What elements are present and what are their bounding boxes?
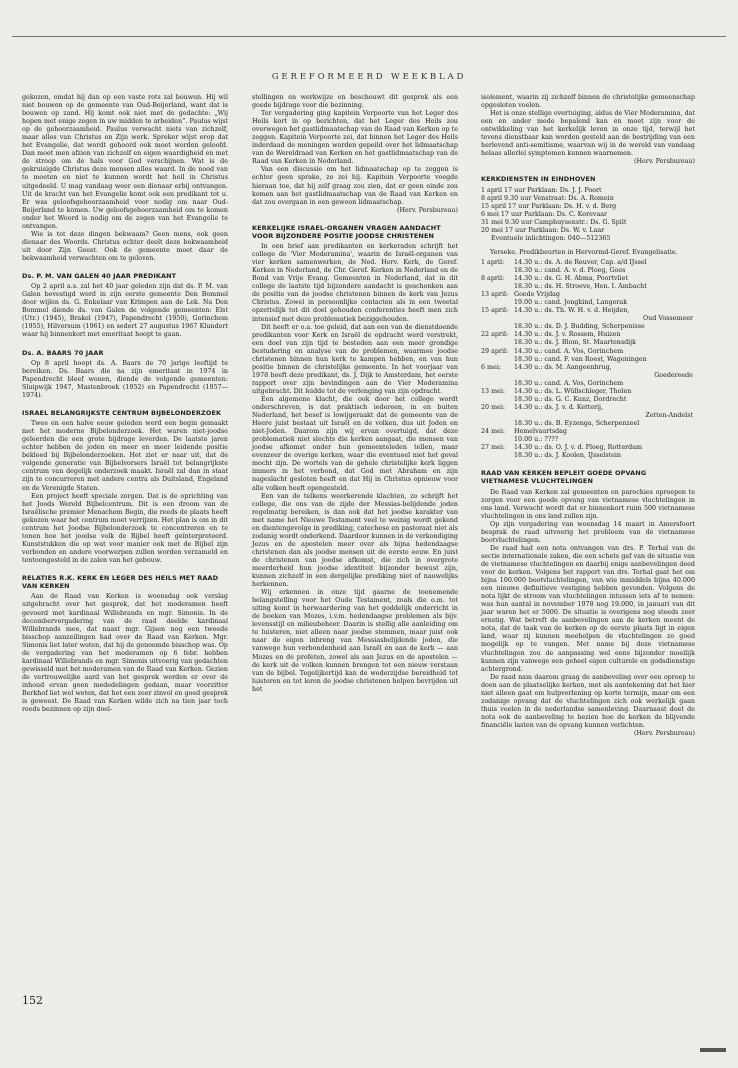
schedule-line: 20 mei 17 uur Parklaan: Ds. W. v. Laar [481, 226, 605, 234]
schedule-date [481, 267, 514, 275]
schedule-entry: 14.30 u.: ds. J. v. Rossem, Huizen [514, 331, 621, 339]
schedule-date: 13 april: [481, 291, 509, 299]
schedule-entry: 14.30 u.: ds. M. Aangeenbrug, [514, 363, 612, 371]
paragraph: isolement, waarin zij zichzelf binnen de christelijke gemeenschap opgesloten voelen. [481, 94, 695, 110]
article-heading: Ds. P. M. VAN GALEN 40 JAAR PREDIKANT [22, 271, 177, 280]
paragraph: De raad nam daarom graag de aanbeveling over een oproep te doen aan de plaatselijke kerken, met als aantekening dat het hier niet alleen gaat om hulpverlening op korte termijn, maar om een zodanige opvang dat de vluchtelingen zich ook werkelijk gaan thuis voelen in de nederlandse samenleving. Daarnaast doet de nota ook de aanbeveling te bezien hoe de kerken de blijvende financiële lasten van de opvang kunnen verlichten. [481, 673, 695, 729]
schedule-entry: 18.30 u.: cand. A. v. d. Ploeg, Goes [514, 267, 626, 275]
schedule-row [481, 452, 695, 460]
schedule-date [481, 452, 514, 460]
page-number: 152 [22, 994, 43, 1007]
article-heading: KERKDIENSTEN IN EINDHOVEN [481, 175, 596, 184]
schedule-row [481, 428, 695, 436]
paragraph: Een van de telkens weerkerende klachten, zo schrijft het college, die ons van de zijde der Messias-belijdende joden regelmatig bereiken, is dan ook dat het joodse karakter van met name het Nieuwe Testament veel te weinig wordt gekend en dientengevolge in prediking, catechese en pastoraat niet als zodanig wordt onderkend. Daardoor kunnen in de verkondiging Jezus en de apostelen meer over als bijna hedendaagse christenen dan als joodse mensen uit de eerste eeuw. En juist de christenen van joodse afkomst, die zich in overgrote meerderheid hun joodse identiteit bijzonder bewust zijn, kunnen zichzelf in een dergelijke prediking niet of nauwelijks herkennen. [252, 492, 458, 589]
schedule-entry: Oud Vossemeer [642, 315, 693, 323]
article-heading: ISRAEL BELANGRIJKSTE CENTRUM BIJBELONDERZOEK [22, 408, 222, 417]
schedule-entry: 14.30 u.: ds. L. Wüllschleger, Tholen [514, 387, 632, 395]
article-heading: RAAD VAN KERKEN BEPLEIT GOEDE OPVANG VIETNAMESE VLUCHTELINGEN [481, 469, 647, 486]
schedule-date [481, 436, 514, 444]
schedule-entry: 14.30 u.: cand. A. Vos, Gorinchem [514, 347, 624, 355]
paragraph: Op zijn vergadering van woensdag 14 maart in Amersfoort besprak de raad uitvoerig het probleem van de vietnamese bootvluchtelingen. [481, 520, 695, 544]
schedule-entry: 18.30 u.: cand. A. Vos, Gorinchem [514, 379, 624, 387]
schedule-entry: 14.30 u.: ds. A. de Reuver, Cap. a/d IJssel [514, 259, 647, 266]
schedule-entry: 18.30 u.: ds. D. J. Budding, Scherpenisse [514, 323, 645, 331]
schedule-date [481, 396, 514, 404]
schedule-row [481, 396, 695, 404]
schedule-row [481, 380, 695, 388]
schedule-date [481, 283, 514, 291]
schedule-date: 8 april: [481, 275, 505, 283]
column-3 [481, 94, 695, 738]
schedule-date [481, 339, 514, 347]
schedule-row [481, 283, 695, 291]
schedule-row [481, 356, 695, 364]
article-heading: KERKELIJKE ISRAEL-ORGANEN VRAGEN AANDACHT VOOR BIJZONDERE POSITIE JOODSE CHRISTENEN [252, 223, 441, 240]
schedule-line: 6 mei 17 uur Parklaan: Ds. C. Korevaar [481, 210, 608, 218]
schedule-date: 22 april: [481, 331, 509, 339]
paragraph: Dit heeft er o.a. toe geleid, dat aan een van de dienstdoende predikanten voor Kerk en Israël de opdracht werd verstrekt, een doel van zijn tijd te besteden aan een meer grondige bestudering en analyse van de problemen, waarmee joodse christenen binnen hun kerk te kampen hebben, en van hun positie binnen de christelijke gemeente. In het voorjaar van 1978 heeft deze predikant, ds. J. Dijk te Amsterdam, het eerste rapport over zijn bevindingen aan de Vier Moderamina uitgebracht. Dit leidde tot de verlenging van zijn opdracht. [252, 323, 458, 395]
press-source: (Herv. Persbureau) [634, 729, 695, 737]
paragraph: De raad had een nota ontvangen van drs. P. Terhal van de sectie internationale zaken, die een schets gaf van de situatie van de vietnamese vluchtelingen en daarbij enige aanbevelingen deed voor de kerken. Volgens het rapport van drs. Terhal gaat het om bijna 100.000 bootvluchtelingen, van wie inmiddels bijna 40.000 een nieuwe definitieve vestiging hebben gevonden. Volgens de nota lijkt de stroom van vluchtelingen intussen iets af te nemen: was hun aantal in november 1978 nog 19.000, in januari van dit jaar waren het er 5000. De situatie is overigens nog steeds zeer ernstig. Wat betreft de aanbevelingen aan de kerken meent de nota, dat de taak van de kerken op de eerste plaats ligt in eigen land, waar zij kunnen meehelpen de vluchtelingen zo goed mogelijk op te vangen. Met name bij deze vietnamese vluchtelingen zou de aanpassing wel eens bijzonder moeilijk kunnen zijn vanwege een geheel eigen culturele en godsdienstige achtergrond. [481, 544, 695, 673]
column-1 [22, 94, 228, 714]
schedule-line: 31 mei 9.30 uur Camphuysenstr.: Ds. G. Spilt [481, 218, 627, 226]
paragraph: In een brief aan predikanten en kerkeraden schrijft het college de 'Vier Moderamina', waarin de Israël-organen van vier kerken samenwerken, de Ned. Herv. Kerk, de Geref. Kerken in Nederland, de Chr. Geref. Kerken in Nederland en de Bond van Vrije Evang. Gemeenten in Nederland, dat in dit college de laatste tijd bijzondere aandacht is geschonken aan de positie van de joodse christenen binnen de kerk van Jezus Christus. Zowel in persoonlijke contacten als in een tweetal opzettelijk tot dit doel gehouden conferenties heeft men zich intensief met deze problematiek beziggehouden. [252, 243, 458, 323]
paragraph: Het is onze stellige overtuiging, aldus de Vier Moderamina, dat een en ander mede bepalend kan en moet zijn voor de ontwikkeling van het kerkelijk leven in onze tijd, terwijl het tevens dienstbaar kan worden gesteld aan de bestrijding van een herlevend anti-semitisme, waarvan wij in de wereld van vandaag helaas allerlei symptomen kunnen waarnemen. [481, 110, 695, 158]
schedule-row [481, 339, 695, 347]
schedule-row [481, 420, 695, 428]
schedule-date [481, 356, 514, 364]
schedule-row [481, 412, 695, 420]
schedule-entry: 14.30 u.: ds. O. J. v. d. Ploeg, Rotterdam [514, 444, 642, 452]
schedule-date: 15 april: [481, 307, 509, 315]
schedule-date [481, 420, 514, 428]
running-header: GEREFORMEERD WEEKBLAD [271, 72, 467, 82]
paragraph: Van een discussie om het lidmaatschap op te zeggen is echter geen sprake, zo zei hij. Kapitein Verpoorte voegde hieraan toe, dat hij zelf graag zou zien, dat er geen einde zou komen aan het gastlidmaatschap van de Raad van Kerken en dat zou overgaan in een gewoon lidmaatschap. [252, 166, 458, 206]
press-source: (Herv. Persbureau) [397, 206, 458, 214]
schedule-date [481, 412, 514, 420]
schedule-row [481, 364, 695, 372]
eindhoven-schedule [481, 187, 695, 243]
paragraph: Een algemene klacht, die ook door het college wordt onderschreven, is dat praktisch iedereen, in en buiten Nederland, het besef is lowijgeraakt dat de gemeente van de Heere juist bestaat uit Israël en de volken, dus uit Joden en niet-Joden. Daarom zijn wij ervan overtuigd, dat deze problematiek niet slechts die kerken aangaat, die mensen van joodse afkomst onder hun gemeenteleden tellen, maar evenzeer de overige kerken, waar die eventueel niet het geval mocht zijn. De wortels van de gehele christelijke kerk liggen immers in het verbond, dat God met Abraham en zijn nageslacht gesloten heeft en dat Hij in Christus opnieuw voor alle volken heeft opengesteld. [252, 396, 458, 492]
schedule-entry: 14.30 u.: ds. G. H. Abma, Poortvliet [514, 275, 628, 283]
schedule-entry: 19.00 u.: cand. Jongkind, Langerak [514, 299, 628, 307]
schedule-row [481, 348, 695, 356]
paragraph: Aan de Raad van Kerken is woensdag ook verslag uitgebracht over het gesprek, dat het moderamen heeft gevoerd met kardinaal Willebrands en mgr. Simonis. In de decembervergadering van de raad deelde kardinaal Willebrands mee, dat naast mgr. Gijsen nog een tweede bisschop aanzeilingen had over de Raad van Kerken. Mgr. Simonis liet later weten, dat hij de genoemde bisschop was. Op de vergadering van het moderamen op 6 febr. hebben kardinaal Willebrands en mgr. Simonis uitvoerig van gedachten gewisseld met het moderamen van de Raad van Kerken. Gezien de vertrouwelijke aard van het gesprek werden er over de inhoud ervan geen mededelingen gedaan, maar voorzitter Berkhof liet wel weten, dat het een zeer zinvol en goed gesprek is geweest. De Raad van Kerken wilde zich na tien jaar toch reeds bezinnen op zijn doel- [22, 593, 228, 714]
schedule-entry: 10.00 u.: ???? [514, 436, 559, 444]
schedule-date: 20 mei: [481, 403, 506, 411]
paragraph: Ter vergadering ging kapitein Verpoorte van het Leger des Heils kort in op berichten, dat het Leger des Heils zou overwegen het gastlidmaatschap van de Raad van Kerken op te zeggen. Kapitein Verpoorte zei, dat binnen het Leger des Heils inderdaad de meningen worden gepeild over het lidmaatschap van de Wereldraad van Kerken en het gastlidmaatschap van de Raad van Kerken in Nederland. [252, 110, 458, 166]
schedule-entry: 18.30 u.: ds. J. Blom, St. Maartensdijk [514, 339, 636, 347]
edge-mark [700, 1048, 726, 1052]
article-heading: RELATIES R.K. KERK EN LEGER DES HEILS MET RAAD VAN KERKEN [22, 574, 219, 591]
schedule-line: 8 april 9.30 uur Venstraat: Ds. A. Romein [481, 194, 614, 202]
schedule-line: 1 april 17 uur Parklaan: Ds. J. J. Poort [481, 186, 602, 194]
schedule-date: 27 mei: [481, 444, 506, 452]
paragraph: stellingen en werkwijze en beschouwt dit gesprek als een goede bijdrage voor die bezinning. [252, 94, 458, 110]
schedule-row [481, 436, 695, 444]
article-heading: Ds. A. BAARS 70 JAAR [22, 348, 104, 357]
schedule-date: 6 mei: [481, 363, 501, 371]
top-rule [12, 36, 726, 37]
schedule-line: Eventuele inlichtingen: 040—512365 [491, 234, 611, 242]
schedule-entry: 18.30 u.: cand. F. van Roest, Wageningen [514, 355, 647, 363]
schedule-row [481, 259, 695, 267]
schedule-line: 15 april 17 uur Parklaan: Ds. H. v. d. Berg [481, 202, 617, 210]
schedule-date: 24 mei: [481, 427, 506, 435]
schedule-date: 29 april: [481, 347, 509, 355]
paragraph: Wij erkennen in onze tijd gaarne de toenemende belangstelling voor het Oude Testament, zoals die o.m. tot uiting komt in herwaardering van het goddelijk onderricht in de boeken van Mozes, i.v.m. hedendaagse problemen als bijv. levensstijl en milieubeheer. Daarin is stellig alle aanleiding om te luisteren, niet alleen naar joodse stemmen, maar juist ook naar de eigen inbreng van Messiasbelijdende joden, die vanwege hun verbondenheid aan Israël én aan de kerk — aan Mozes en de profeten, zowel als aan Jezus en de apostelen — de kerk uit de volken kunnen brengen tot een nieuw verstaan van de bijbel. Tegelijkertijd kan de wederzijdse bereidheid tot luisteren en tot leren de joodse christenen helpen bevrijden uit het [252, 589, 458, 693]
schedule-row [481, 388, 695, 396]
schedule-entry: 14.30 u.: ds. J. v. d. Ketterij, [514, 403, 604, 411]
schedule-entry: Zetten-Andelst [645, 411, 693, 419]
schedule-row [481, 267, 695, 275]
schedule-entry: Goede Vrijdag [514, 291, 560, 299]
schedule-row [481, 372, 695, 380]
paragraph: Op 8 april hoopt ds. A. Baars de 70 jarige leeftijd te bereiken. Ds. Baars die na zijn emeritaat in 1974 in Papendrecht bleef wonen, diende de volgende gemeenten: Sluipwijk 1947, Mastenbroek (1952) en Papendrecht (1957—1974). [22, 359, 228, 399]
schedule-date: 1 april: [481, 259, 505, 266]
schedule-entry: 18.30 u.: ds. B. Eyzenga, Scherpenzeel [514, 419, 640, 427]
paragraph: Een project heeft speciale zorgen. Dat is de oprichting van het Joods Wereld Bijbelcentrum. Dit is een droom van de Israëlische premier Menachem Begin, die reeds de plaats heeft gekozen waar het centrum moet verrijzen. Het plan is om in dit centrum het Joodse Bijbelonderzoek te concentreren en te tonen hoe het joodse volk de Bijbel heeft geïnterpreteerd. Kunststukken die op wat voor manier ook met de Bijbel zijn verbonden en andere voorwerpen zullen worden verzameld en tentoongesteld in de zalen van het gebouw. [22, 492, 228, 564]
yerseke-schedule [481, 259, 695, 460]
schedule-entry: 14.30 u.: ds. Th. W. H. v. d. Heijden, [514, 307, 630, 315]
schedule-row [481, 275, 695, 283]
schedule-entry: Hemelvaartsdag [514, 427, 567, 435]
paragraph: Yerseke. Predikbeurten in Hervormd-Geref. Evangelisatie. [490, 248, 678, 256]
paragraph: De Raad van Kerken zal gemeenten en parochies oproepen te zorgen voor een goede opvang van vietnamese vluchtelingen in ons land. Verwacht wordt dat er binnenkort ruim 500 vietnamese vluchtelingen in ons land zullen zijn. [481, 488, 695, 520]
paragraph: gekozen, omdat hij dan op een vaste rots zal bouwen. Hij wil niet bouwen op de gemeente van Oud-Beijerland, want dat is bouwen op zand. Hij komt ook niet met de gedachte: „Wij hopen met enige zegen in uw midden te arbeiden”. Paulus wijst op de gehoorzaamheid. Paulus verwacht niets van zichzelf, maar alles van Christus en Zijn werk. Spreker wijst erop dat het Evangelie, dat wordt gehoord ook moet worden geloofd. Dan moet men afzien van zichzelf en eigen waardigheid en met de stroop om de hals voor God verschijnen. Wat is de gekruisigde Christus deze mensen alles waard. In de nood van te moeten en niet te kunnen wordt het heil in Christus uitgedeeld. U mag vandaag weer een dienaar erbij ontvangen. Uit de kracht van het Evangelie komt ook een predikant tot u. Er was geloofsgehoorzaamheid voor nodig om naar Oud-Beijerland te komen. Uw geloofsgehoorzaamheid om te komen onder het Woord is nodig om de zegen van het Evangelie te ontvangen. [22, 94, 228, 230]
schedule-date [481, 380, 514, 388]
schedule-date [481, 315, 514, 323]
schedule-row [481, 444, 695, 452]
press-source: (Herv. Persbureau) [634, 158, 695, 166]
schedule-entry: Goedereede [654, 371, 693, 379]
paragraph: Op 2 april a.s. zal het 40 jaar geleden zijn dat ds. P. M. van Galen bevestigd werd in zijn eerste gemeente Den Bommel door wijlen ds. G. Enkelaar van Krimpen aan de Lek. Na Den Bommel diende ds. van Galen de volgende gemeenten: Elst (Utr.) (1945), Brakel (1947), Papendrecht (1950), Gorinchem (1955), Hilversum (1961) en sedert 27 augustus 1967 Klundert waar hij binnenkort met emeritaat hoopt te gaan. [22, 283, 228, 339]
schedule-date [481, 372, 514, 380]
paragraph: Wie is tot deze dingen bekwaam? Geen mens, ook geen dienaar des Woords. Christus echter deelt deze bekwaamheid uit door Zijn Geest. Ook de gemeente moet daar de bekwaamheid verwachten om te geloven. [22, 230, 228, 262]
schedule-entry: 18.30 u.: ds. G. C. Kunz, Dordrecht [514, 395, 627, 403]
schedule-row [481, 404, 695, 412]
column-2 [252, 94, 458, 694]
paragraph: Twee en een halve eeuw geleden werd een begin gemaakt met het moderne Bijbelonderzoek. Het waren niet-joodse geleerden die een grote bijdrage leverden. De laatste jaren echter hebben de joden en meer en meer leidende positie bekleed bij Bijbelonderzoeken. Het ziet er naar uit, dat de volgende generatie van Bijbelvorsers Israël tot belangrijkste centrum van degelijk onderzoek maakt. Israël zal dan in staat zijn te concurreren met andere centra als Duitsland, Engeland en de Verenigde Staten. [22, 420, 228, 492]
schedule-entry: 18.30 u.: ds. H. Stroeve, Hen. I. Ambacht [514, 283, 647, 291]
schedule-entry: 18.30 u.: ds. J. Koolen, IJsselstein [514, 452, 621, 460]
schedule-date: 13 mei: [481, 387, 506, 395]
